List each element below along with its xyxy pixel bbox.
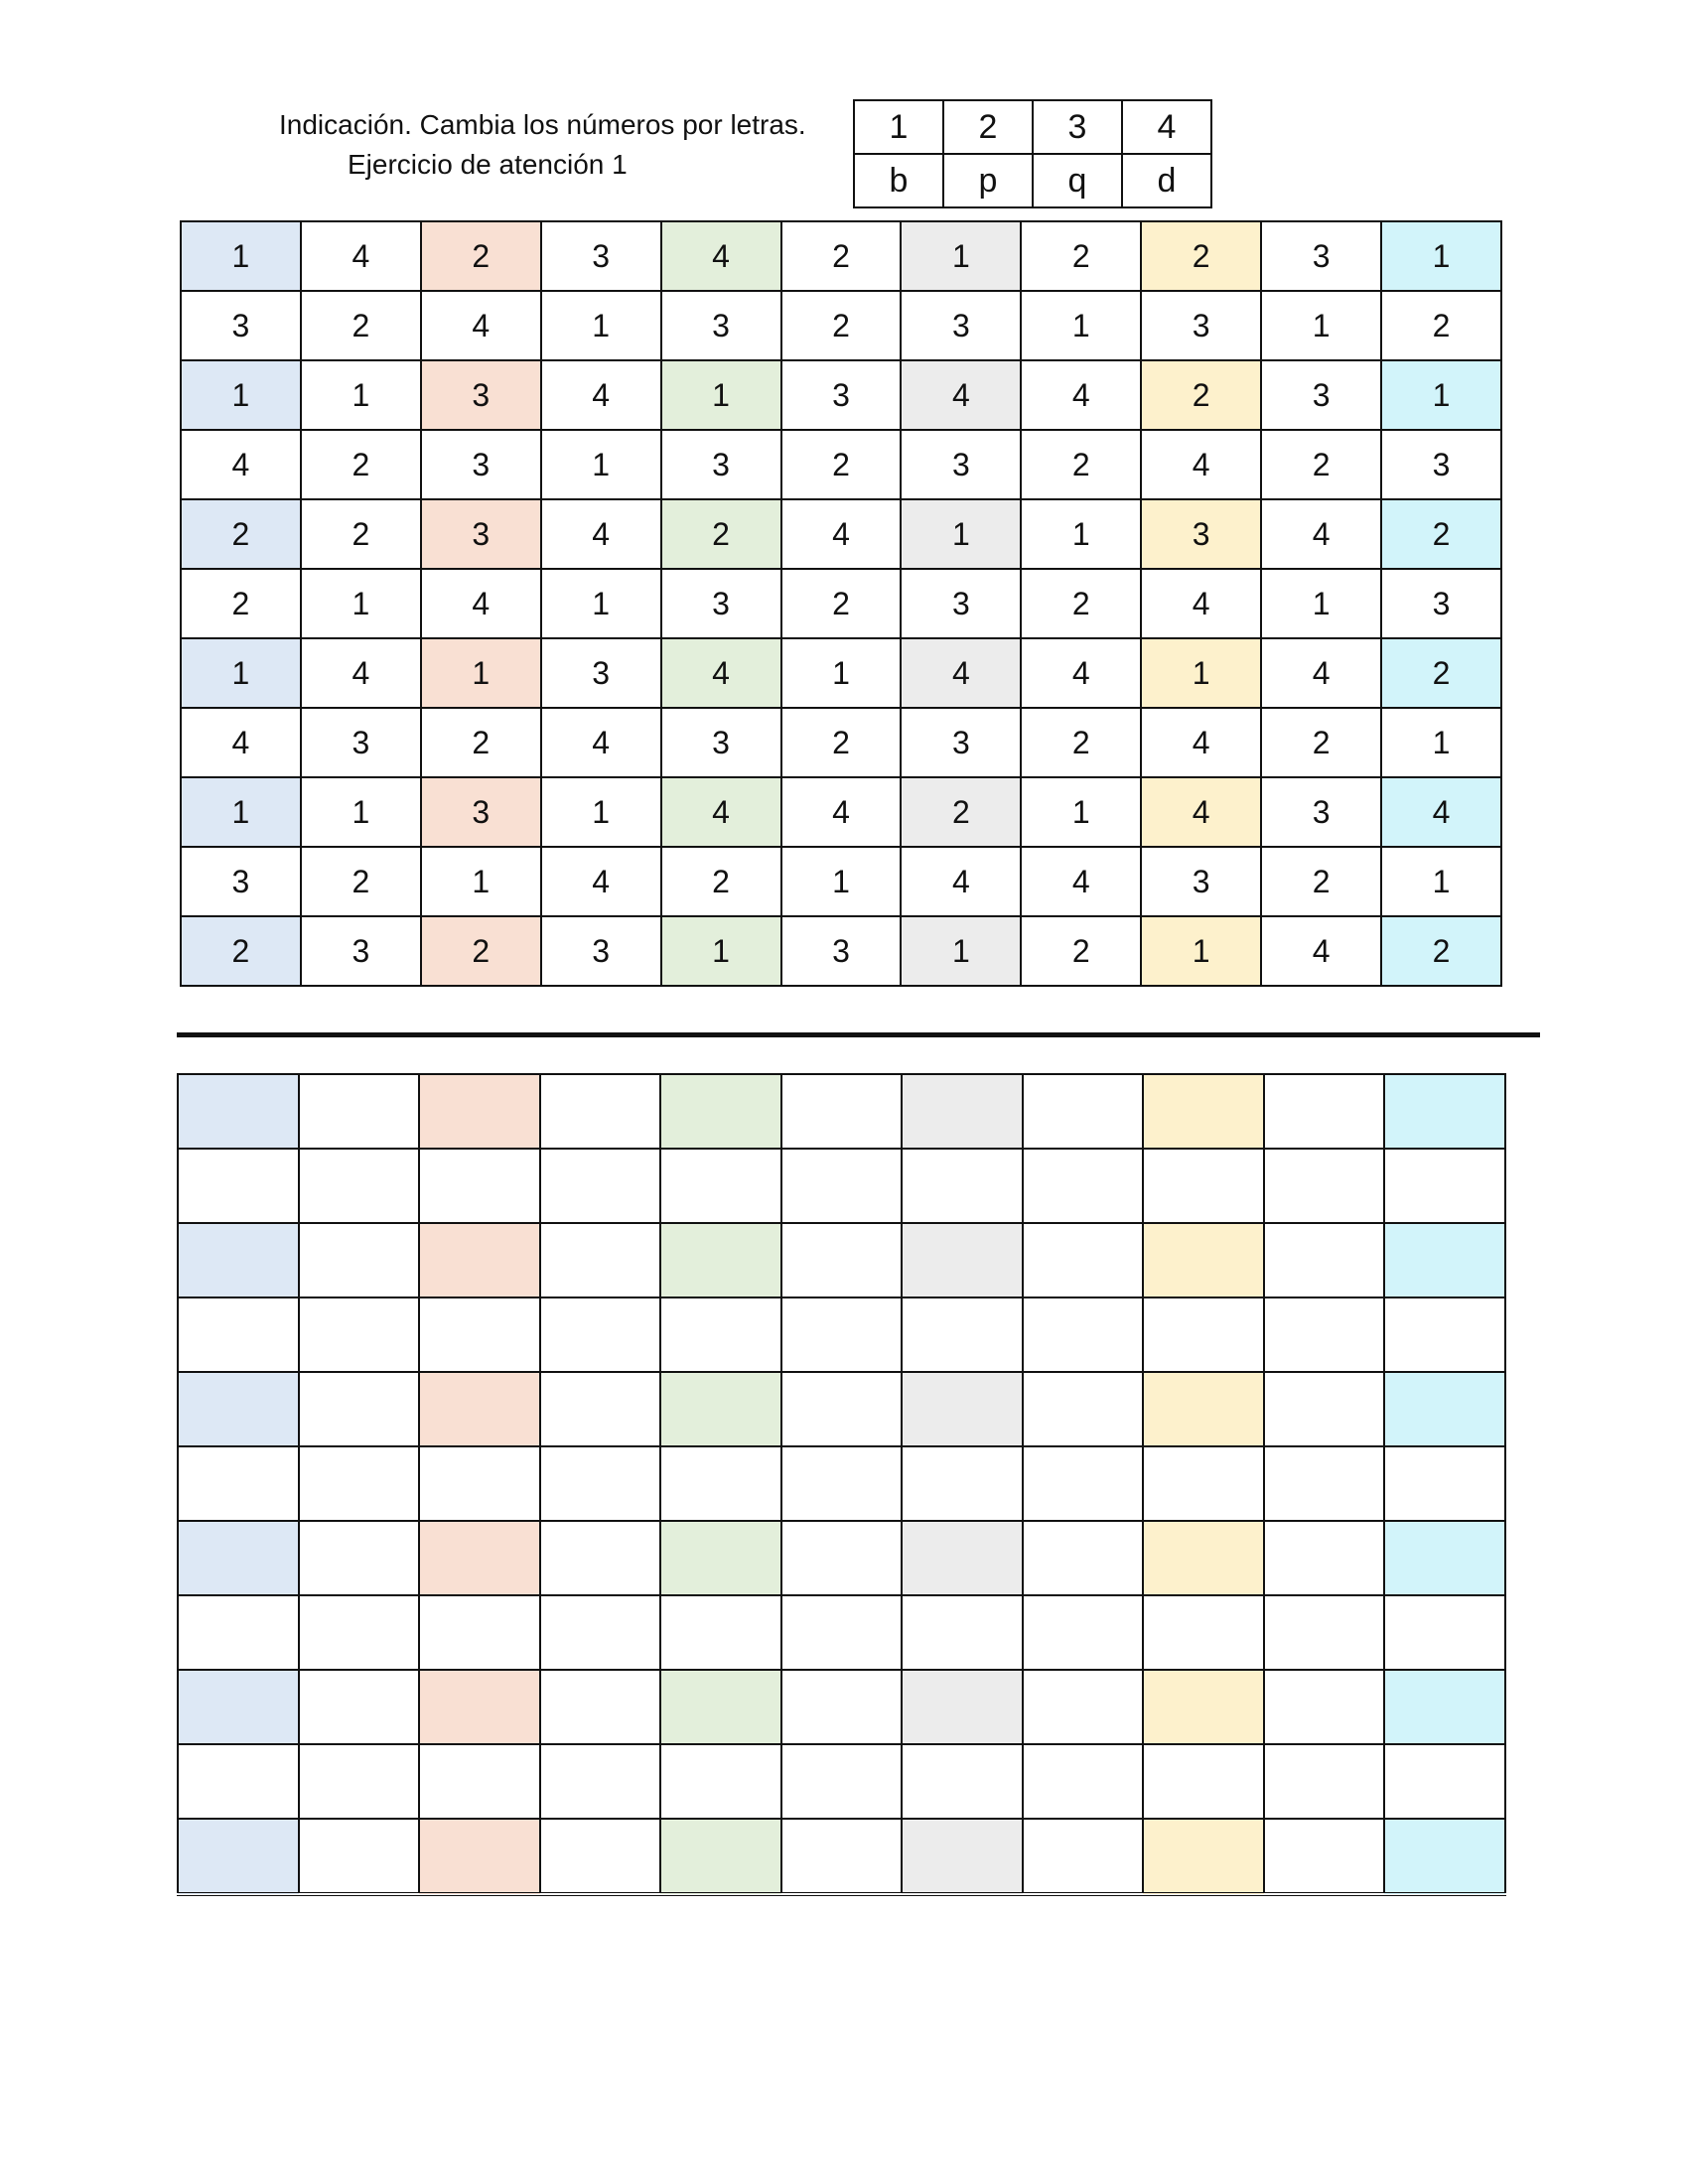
grid-cell: 3: [1261, 360, 1381, 430]
grid-cell: 2: [1021, 221, 1141, 291]
grid-row: [181, 708, 1501, 777]
answer-cell[interactable]: [1023, 1074, 1144, 1149]
answer-cell[interactable]: [1023, 1744, 1144, 1819]
answer-cell[interactable]: [178, 1521, 299, 1595]
grid-cell: 3: [421, 360, 541, 430]
answer-cell[interactable]: [1143, 1372, 1264, 1446]
answer-cell[interactable]: [178, 1149, 299, 1223]
grid-cell: 4: [181, 708, 301, 777]
answer-cell[interactable]: [1023, 1446, 1144, 1521]
answer-cell[interactable]: [902, 1372, 1023, 1446]
answer-cell[interactable]: [178, 1223, 299, 1297]
grid-cell: 4: [901, 360, 1021, 430]
grid-cell: 4: [181, 430, 301, 499]
grid-cell: 3: [901, 569, 1021, 638]
grid-cell: 3: [541, 638, 661, 708]
answer-cell[interactable]: [1023, 1670, 1144, 1744]
answer-cell[interactable]: [1384, 1372, 1505, 1446]
grid-cell: 3: [901, 291, 1021, 360]
answer-cell[interactable]: [299, 1670, 420, 1744]
answer-cell[interactable]: [660, 1595, 781, 1670]
answer-cell[interactable]: [781, 1446, 903, 1521]
answer-cell[interactable]: [902, 1149, 1023, 1223]
grid-cell: 4: [1021, 360, 1141, 430]
key-number: 1: [854, 100, 943, 154]
grid-cell: 4: [901, 638, 1021, 708]
grid-cell: 3: [1261, 777, 1381, 847]
grid-cell: 4: [1021, 638, 1141, 708]
grid-cell: 4: [301, 638, 421, 708]
answer-cell[interactable]: [1023, 1819, 1144, 1894]
answer-cell[interactable]: [781, 1744, 903, 1819]
answer-cell[interactable]: [419, 1819, 540, 1894]
answer-cell[interactable]: [1143, 1595, 1264, 1670]
answer-cell[interactable]: [419, 1223, 540, 1297]
answer-cell[interactable]: [1023, 1521, 1144, 1595]
answer-cell[interactable]: [1264, 1149, 1385, 1223]
grid-cell: 1: [301, 360, 421, 430]
grid-cell: 2: [1141, 221, 1261, 291]
answer-cell[interactable]: [1023, 1223, 1144, 1297]
grid-row: [181, 499, 1501, 569]
grid-cell: 1: [541, 291, 661, 360]
answer-cell[interactable]: [781, 1149, 903, 1223]
grid-row: [181, 916, 1501, 986]
answer-cell[interactable]: [540, 1297, 661, 1372]
grid-cell: 1: [421, 638, 541, 708]
answer-cell[interactable]: [178, 1595, 299, 1670]
grid-cell: 3: [541, 916, 661, 986]
answer-cell[interactable]: [178, 1446, 299, 1521]
grid-cell: 3: [181, 847, 301, 916]
answer-cell[interactable]: [299, 1149, 420, 1223]
answer-cell[interactable]: [781, 1074, 903, 1149]
answer-cell[interactable]: [1023, 1595, 1144, 1670]
answer-row: [178, 1670, 1505, 1744]
grid-cell: 4: [1261, 916, 1381, 986]
number-grid: [180, 220, 1502, 987]
grid-cell: 4: [1261, 638, 1381, 708]
grid-cell: 1: [1381, 708, 1501, 777]
answer-cell[interactable]: [781, 1819, 903, 1894]
grid-cell: 3: [661, 569, 781, 638]
answer-cell[interactable]: [540, 1670, 661, 1744]
grid-cell: 4: [781, 499, 902, 569]
section-divider: [177, 1032, 1540, 1037]
grid-cell: 2: [781, 291, 902, 360]
grid-cell: 2: [181, 569, 301, 638]
answer-cell[interactable]: [178, 1819, 299, 1894]
answer-cell[interactable]: [781, 1521, 903, 1595]
answer-cell[interactable]: [419, 1670, 540, 1744]
answer-row: [178, 1446, 1505, 1521]
grid-cell: 4: [781, 777, 902, 847]
answer-row: [178, 1372, 1505, 1446]
answer-cell[interactable]: [1264, 1372, 1385, 1446]
answer-cell[interactable]: [1384, 1074, 1505, 1149]
grid-cell: 4: [1141, 777, 1261, 847]
answer-cell[interactable]: [419, 1446, 540, 1521]
answer-cell[interactable]: [540, 1149, 661, 1223]
answer-cell[interactable]: [1384, 1670, 1505, 1744]
answer-cell[interactable]: [540, 1819, 661, 1894]
answer-cell[interactable]: [902, 1595, 1023, 1670]
grid-cell: 3: [421, 777, 541, 847]
answer-cell[interactable]: [781, 1372, 903, 1446]
grid-cell: 1: [181, 221, 301, 291]
grid-cell: 1: [1141, 916, 1261, 986]
answer-cell[interactable]: [178, 1670, 299, 1744]
grid-cell: 3: [1261, 221, 1381, 291]
answer-cell[interactable]: [540, 1595, 661, 1670]
grid-cell: 4: [421, 569, 541, 638]
grid-cell: 4: [661, 221, 781, 291]
grid-row: [181, 291, 1501, 360]
grid-cell: 3: [301, 708, 421, 777]
answer-cell[interactable]: [1264, 1446, 1385, 1521]
answer-cell[interactable]: [1264, 1595, 1385, 1670]
answer-cell[interactable]: [660, 1297, 781, 1372]
grid-cell: 4: [1021, 847, 1141, 916]
answer-cell[interactable]: [1143, 1297, 1264, 1372]
grid-row: [181, 638, 1501, 708]
answer-cell[interactable]: [419, 1074, 540, 1149]
answer-cell[interactable]: [1023, 1297, 1144, 1372]
answer-cell[interactable]: [1384, 1744, 1505, 1819]
answer-cell[interactable]: [178, 1744, 299, 1819]
grid-cell: 2: [1381, 499, 1501, 569]
answer-cell[interactable]: [660, 1744, 781, 1819]
answer-cell[interactable]: [902, 1521, 1023, 1595]
answer-cell[interactable]: [1143, 1819, 1264, 1894]
grid-cell: 1: [661, 360, 781, 430]
grid-cell: 1: [1021, 777, 1141, 847]
answer-cell[interactable]: [781, 1223, 903, 1297]
answer-cell[interactable]: [299, 1595, 420, 1670]
answer-cell[interactable]: [540, 1074, 661, 1149]
answer-cell[interactable]: [1384, 1819, 1505, 1894]
key-number: 4: [1122, 100, 1211, 154]
answer-cell[interactable]: [1143, 1744, 1264, 1819]
grid-cell: 3: [781, 916, 902, 986]
grid-cell: 2: [661, 847, 781, 916]
grid-cell: 3: [1141, 291, 1261, 360]
grid-cell: 2: [421, 221, 541, 291]
grid-cell: 2: [1021, 569, 1141, 638]
answer-cell[interactable]: [1143, 1446, 1264, 1521]
grid-cell: 4: [1261, 499, 1381, 569]
grid-cell: 2: [781, 708, 902, 777]
grid-cell: 2: [1261, 708, 1381, 777]
answer-cell[interactable]: [178, 1297, 299, 1372]
grid-cell: 2: [1261, 847, 1381, 916]
instruction-text: Indicación. Cambia los números por letras.: [279, 109, 806, 140]
answer-cell[interactable]: [1264, 1744, 1385, 1819]
grid-cell: 4: [1381, 777, 1501, 847]
answer-cell[interactable]: [540, 1372, 661, 1446]
grid-cell: 2: [181, 916, 301, 986]
grid-cell: 3: [1381, 430, 1501, 499]
grid-row: [181, 569, 1501, 638]
answer-row: [178, 1149, 1505, 1223]
grid-row: [181, 360, 1501, 430]
grid-row: [181, 847, 1501, 916]
grid-cell: 4: [541, 708, 661, 777]
grid-cell: 3: [1141, 847, 1261, 916]
answer-cell[interactable]: [1384, 1223, 1505, 1297]
answer-cell[interactable]: [1264, 1670, 1385, 1744]
answer-cell[interactable]: [419, 1297, 540, 1372]
key-number: 3: [1033, 100, 1122, 154]
grid-cell: 2: [301, 499, 421, 569]
grid-cell: 4: [541, 499, 661, 569]
key-numbers-row: [854, 100, 1211, 154]
answer-cell[interactable]: [299, 1744, 420, 1819]
answer-cell[interactable]: [1264, 1297, 1385, 1372]
grid-cell: 1: [901, 221, 1021, 291]
answer-cell[interactable]: [1143, 1223, 1264, 1297]
answer-row: [178, 1595, 1505, 1670]
answer-cell[interactable]: [419, 1372, 540, 1446]
answer-cell[interactable]: [1264, 1521, 1385, 1595]
grid-cell: 4: [661, 638, 781, 708]
answer-cell[interactable]: [660, 1521, 781, 1595]
grid-cell: 2: [661, 499, 781, 569]
grid-cell: 1: [661, 916, 781, 986]
answer-cell[interactable]: [1384, 1297, 1505, 1372]
grid-cell: 3: [781, 360, 902, 430]
grid-cell: 4: [661, 777, 781, 847]
answer-cell[interactable]: [660, 1149, 781, 1223]
answer-cell[interactable]: [1264, 1223, 1385, 1297]
answer-cell[interactable]: [660, 1446, 781, 1521]
grid-cell: 2: [181, 499, 301, 569]
answer-cell[interactable]: [781, 1670, 903, 1744]
answer-cell[interactable]: [1264, 1074, 1385, 1149]
answer-cell[interactable]: [540, 1521, 661, 1595]
answer-cell[interactable]: [902, 1223, 1023, 1297]
answer-cell[interactable]: [299, 1521, 420, 1595]
answer-cell[interactable]: [660, 1223, 781, 1297]
answer-row: [178, 1297, 1505, 1372]
grid-cell: 2: [421, 708, 541, 777]
answer-cell[interactable]: [299, 1819, 420, 1894]
grid-cell: 1: [1381, 847, 1501, 916]
grid-cell: 3: [661, 708, 781, 777]
grid-row: [181, 430, 1501, 499]
grid-cell: 2: [1381, 916, 1501, 986]
grid-cell: 1: [901, 916, 1021, 986]
grid-cell: 4: [1141, 430, 1261, 499]
answer-cell[interactable]: [419, 1595, 540, 1670]
answer-cell[interactable]: [1023, 1372, 1144, 1446]
answer-cell[interactable]: [299, 1297, 420, 1372]
grid-cell: 2: [901, 777, 1021, 847]
grid-cell: 1: [1381, 221, 1501, 291]
grid-cell: 2: [781, 430, 902, 499]
grid-cell: 2: [301, 847, 421, 916]
exercise-title: Ejercicio de atención 1: [348, 149, 628, 180]
answer-cell[interactable]: [178, 1372, 299, 1446]
grid-cell: 4: [1141, 708, 1261, 777]
answer-cell[interactable]: [660, 1372, 781, 1446]
answer-cell[interactable]: [902, 1074, 1023, 1149]
grid-cell: 1: [1021, 499, 1141, 569]
grid-cell: 1: [301, 569, 421, 638]
grid-cell: 4: [421, 291, 541, 360]
grid-cell: 2: [1381, 638, 1501, 708]
grid-cell: 4: [301, 221, 421, 291]
grid-cell: 2: [301, 291, 421, 360]
grid-cell: 1: [781, 638, 902, 708]
grid-cell: 2: [301, 430, 421, 499]
grid-cell: 1: [1261, 569, 1381, 638]
grid-cell: 1: [541, 569, 661, 638]
key-letter: d: [1122, 154, 1211, 207]
grid-cell: 3: [301, 916, 421, 986]
answer-cell[interactable]: [540, 1446, 661, 1521]
answer-cell[interactable]: [1384, 1149, 1505, 1223]
answer-cell[interactable]: [902, 1297, 1023, 1372]
key-number: 2: [943, 100, 1033, 154]
grid-cell: 2: [1381, 291, 1501, 360]
answer-cell[interactable]: [902, 1446, 1023, 1521]
answer-cell[interactable]: [1143, 1074, 1264, 1149]
answer-cell[interactable]: [660, 1074, 781, 1149]
grid-cell: 4: [1141, 569, 1261, 638]
answer-cell[interactable]: [540, 1744, 661, 1819]
grid-cell: 1: [1381, 360, 1501, 430]
answer-cell[interactable]: [299, 1446, 420, 1521]
grid-cell: 4: [901, 847, 1021, 916]
grid-cell: 2: [1261, 430, 1381, 499]
grid-row: [181, 777, 1501, 847]
grid-cell: 3: [421, 499, 541, 569]
grid-cell: 3: [661, 430, 781, 499]
answer-cell[interactable]: [1384, 1521, 1505, 1595]
grid-cell: 2: [1021, 708, 1141, 777]
grid-cell: 2: [1021, 916, 1141, 986]
answer-cell[interactable]: [178, 1074, 299, 1149]
grid-cell: 2: [421, 916, 541, 986]
answer-cell[interactable]: [299, 1223, 420, 1297]
grid-cell: 3: [661, 291, 781, 360]
answer-cell[interactable]: [419, 1744, 540, 1819]
answer-row: [178, 1521, 1505, 1595]
grid-cell: 2: [1141, 360, 1261, 430]
answer-cell[interactable]: [299, 1372, 420, 1446]
answer-cell[interactable]: [1143, 1670, 1264, 1744]
answer-grid: [177, 1073, 1506, 1896]
grid-cell: 1: [421, 847, 541, 916]
answer-row: [178, 1819, 1505, 1894]
grid-cell: 1: [1141, 638, 1261, 708]
grid-cell: 3: [901, 708, 1021, 777]
grid-cell: 3: [181, 291, 301, 360]
grid-cell: 3: [1141, 499, 1261, 569]
letter-key-table: [853, 99, 1212, 208]
answer-cell[interactable]: [781, 1297, 903, 1372]
grid-cell: 1: [301, 777, 421, 847]
answer-cell[interactable]: [902, 1744, 1023, 1819]
answer-row: [178, 1744, 1505, 1819]
answer-cell[interactable]: [660, 1670, 781, 1744]
grid-cell: 1: [1021, 291, 1141, 360]
key-letter: b: [854, 154, 943, 207]
grid-cell: 1: [901, 499, 1021, 569]
key-letter: q: [1033, 154, 1122, 207]
answer-cell[interactable]: [902, 1670, 1023, 1744]
answer-cell[interactable]: [299, 1074, 420, 1149]
grid-cell: 1: [1261, 291, 1381, 360]
answer-cell[interactable]: [1143, 1149, 1264, 1223]
answer-cell[interactable]: [540, 1223, 661, 1297]
answer-cell[interactable]: [660, 1819, 781, 1894]
answer-row: [178, 1223, 1505, 1297]
answer-cell[interactable]: [781, 1595, 903, 1670]
grid-cell: 1: [781, 847, 902, 916]
grid-cell: 2: [781, 569, 902, 638]
grid-cell: 3: [1381, 569, 1501, 638]
answer-cell[interactable]: [419, 1149, 540, 1223]
grid-cell: 1: [541, 430, 661, 499]
key-letter: p: [943, 154, 1033, 207]
answer-cell[interactable]: [902, 1819, 1023, 1894]
answer-cell[interactable]: [419, 1521, 540, 1595]
grid-cell: 1: [181, 777, 301, 847]
answer-cell[interactable]: [1384, 1595, 1505, 1670]
answer-cell[interactable]: [1264, 1819, 1385, 1894]
grid-cell: 4: [541, 360, 661, 430]
grid-cell: 1: [541, 777, 661, 847]
grid-cell: 1: [181, 360, 301, 430]
answer-cell[interactable]: [1143, 1521, 1264, 1595]
grid-cell: 3: [901, 430, 1021, 499]
grid-cell: 2: [1021, 430, 1141, 499]
answer-cell[interactable]: [1023, 1149, 1144, 1223]
grid-row: [181, 221, 1501, 291]
answer-row: [178, 1074, 1505, 1149]
grid-cell: 2: [781, 221, 902, 291]
grid-cell: 3: [541, 221, 661, 291]
grid-cell: 3: [421, 430, 541, 499]
answer-cell[interactable]: [1384, 1446, 1505, 1521]
grid-cell: 4: [541, 847, 661, 916]
key-letters-row: [854, 154, 1211, 207]
grid-cell: 1: [181, 638, 301, 708]
